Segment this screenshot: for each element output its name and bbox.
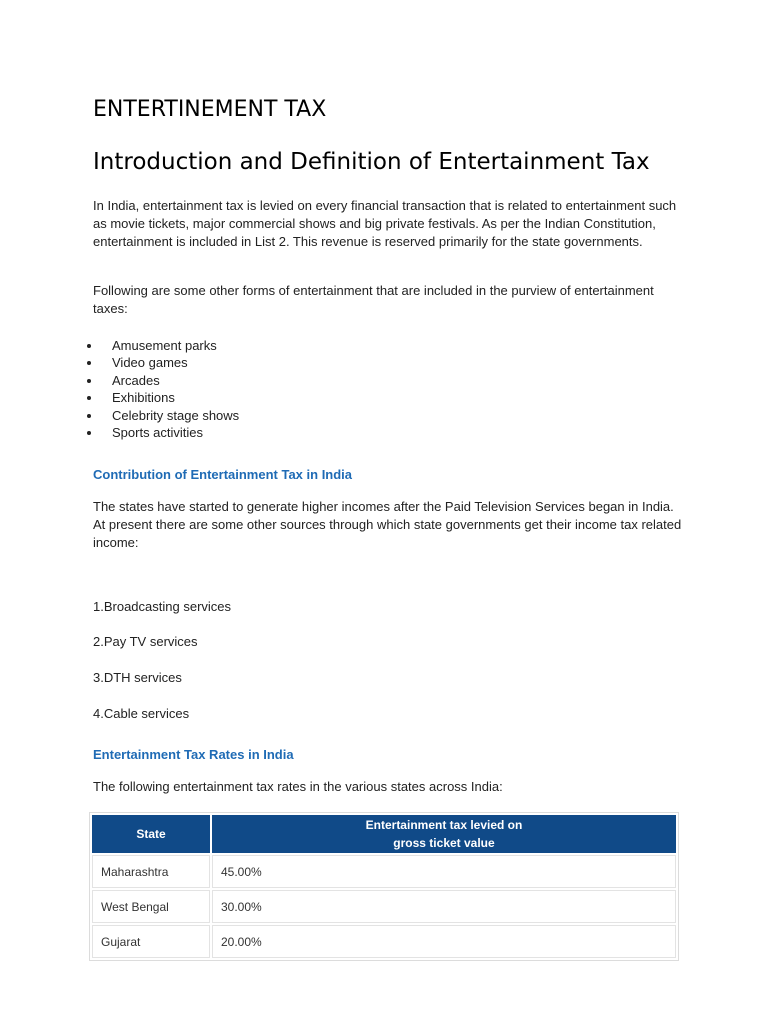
bullet-icon bbox=[87, 361, 91, 365]
list-item-label: Sports activities bbox=[112, 424, 204, 440]
bullet-icon bbox=[87, 396, 91, 400]
forms-paragraph: Following are some other forms of entertainment that are included in the purview of entertainment taxes: bbox=[93, 283, 654, 316]
contribution-paragraph: The states have started to generate higher incomes after the Paid Television Services began in India. At present there are some other sources through which state governments get their income tax related income: bbox=[93, 499, 682, 550]
rates-paragraph: The following entertainment tax rates in the various states across India: bbox=[93, 779, 503, 794]
document-title: ENTERTINEMENT TAX bbox=[93, 97, 327, 122]
bullet-icon bbox=[87, 344, 91, 348]
list-item bbox=[86, 337, 239, 354]
source-item: 4.Cable services bbox=[93, 706, 190, 721]
rates-heading: Entertainment Tax Rates in India bbox=[93, 747, 294, 762]
source-item: 2.Pay TV services bbox=[93, 634, 198, 649]
list-item bbox=[86, 389, 239, 406]
tax-rates-table bbox=[89, 812, 679, 961]
list-item bbox=[86, 407, 239, 424]
table-row bbox=[92, 855, 676, 888]
state-cell: Gujarat bbox=[92, 925, 210, 958]
list-item bbox=[86, 372, 239, 389]
list-item-label: Arcades bbox=[112, 372, 160, 388]
list-item-label: Exhibitions bbox=[112, 390, 175, 406]
table-row bbox=[92, 890, 676, 923]
list-item bbox=[86, 354, 239, 371]
bullet-icon bbox=[87, 414, 91, 418]
contribution-heading: Contribution of Entertainment Tax in India bbox=[93, 467, 353, 482]
intro-paragraph: In India, entertainment tax is levied on every financial transaction that is related to entertainment such as movie tickets, major commercial shows and big private festivals. As per the Indian Constitution, entertainment is included in List 2. This revenue is reserved primarily for the state governments. bbox=[93, 198, 677, 249]
bullet-icon bbox=[87, 379, 91, 383]
entertainment-forms-list bbox=[86, 337, 239, 441]
list-item-label: Amusement parks bbox=[112, 338, 217, 353]
state-cell: Maharashtra bbox=[92, 855, 210, 888]
column-header-state: State bbox=[92, 815, 210, 853]
state-cell: West Bengal bbox=[92, 890, 210, 923]
rate-cell: 30.00% bbox=[212, 890, 676, 923]
column-header-rate bbox=[212, 815, 676, 853]
column-header-rate-line1: Entertainment tax levied on bbox=[365, 818, 523, 832]
section-heading-introduction: Introduction and Definition of Entertainment Tax bbox=[93, 149, 650, 175]
source-item: 1.Broadcasting services bbox=[93, 599, 232, 614]
bullet-icon bbox=[87, 431, 91, 435]
list-item-label: Video games bbox=[112, 355, 188, 371]
column-header-rate-line2: gross ticket value bbox=[393, 836, 495, 850]
table-row bbox=[92, 925, 676, 958]
table-header-row bbox=[92, 815, 676, 853]
list-item bbox=[86, 424, 239, 441]
rate-cell: 20.00% bbox=[212, 925, 676, 958]
source-item: 3.DTH services bbox=[93, 670, 182, 685]
rate-cell: 45.00% bbox=[212, 855, 676, 888]
list-item-label: Celebrity stage shows bbox=[112, 407, 240, 423]
